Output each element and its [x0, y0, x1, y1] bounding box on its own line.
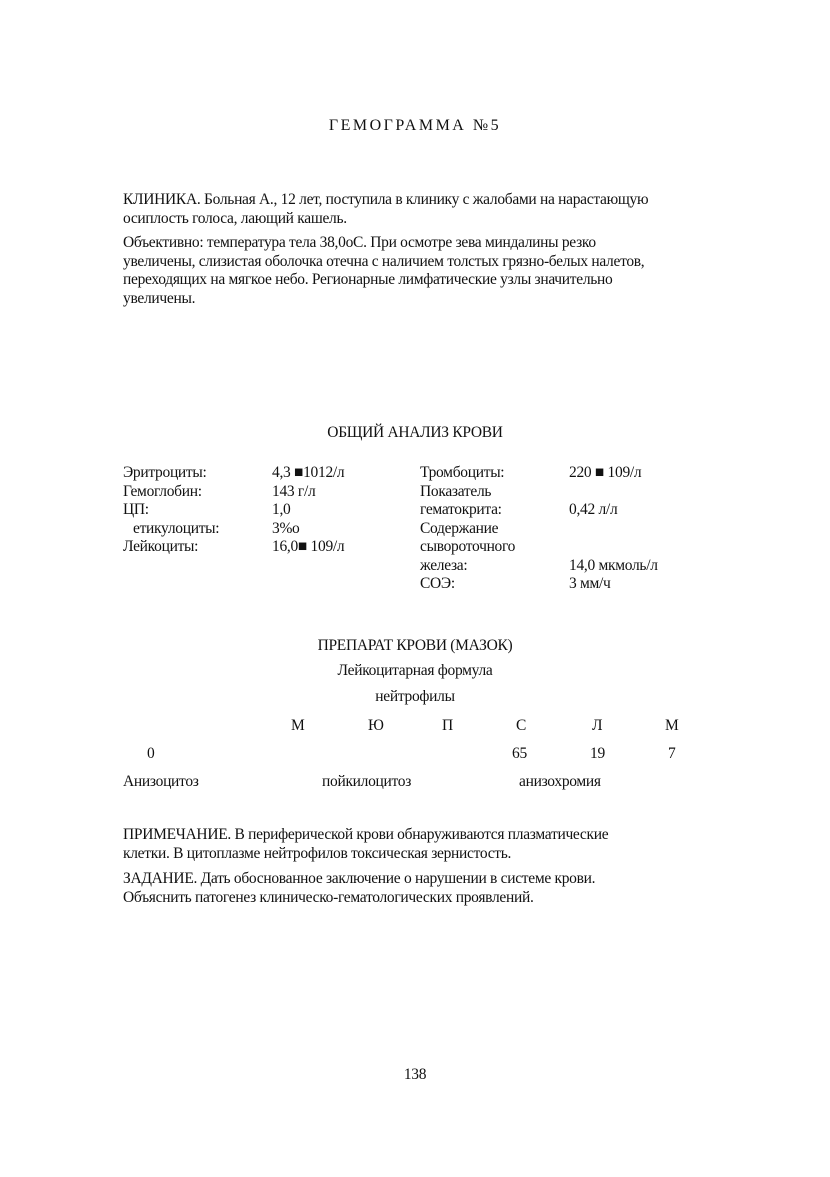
right-values-column	[569, 464, 658, 594]
value-erythrocytes: 4,3 ■1012/л	[272, 464, 345, 481]
value-leukocytes: 16,0■ 109/л	[272, 538, 345, 555]
morph-anisochromia: анизохромия	[519, 773, 601, 790]
value-blank-2	[569, 520, 658, 539]
value-platelets: 220 ■ 109/л	[569, 464, 642, 481]
page-number: 138	[403, 1066, 427, 1083]
value-iron: 14,0 мкмоль/л	[569, 556, 658, 574]
note-line-2: клетки. В цитоплазме нейтрофилов токсическая зернистость.	[123, 844, 512, 862]
task-line-1: ЗАДАНИЕ. Дать обоснованное заключение о нарушении в системе крови.	[123, 870, 596, 887]
header-juvenile: Ю	[368, 717, 384, 734]
value-first-column: 0	[147, 745, 155, 762]
label-iron-1: Содержание	[420, 519, 499, 537]
value-blank-1	[569, 483, 658, 502]
value-monocytes: 7	[668, 745, 676, 762]
page-title: ГЕМОГРАММА №5	[328, 117, 502, 134]
morph-anisocytosis: Анизоцитоз	[123, 773, 199, 790]
value-color-index: 1,0	[272, 501, 291, 518]
clinic-line-1: КЛИНИКА. Больная А., 12 лет, поступила в клинику с жалобами на нарастающую	[123, 191, 649, 208]
value-reticulocytes: 3%о	[272, 519, 300, 537]
value-blank-3	[569, 538, 658, 557]
objective-line-2: увеличены, слизистая оболочка отечна с наличием толстых грязно-белых налетов,	[123, 252, 645, 270]
label-iron-2: сывороточного	[420, 538, 516, 555]
label-iron-3: железа:	[420, 556, 468, 574]
objective-line-4: увеличены.	[123, 289, 196, 307]
label-color-index: ЦП:	[123, 501, 149, 518]
objective-line-1: Объективно: температура тела 38,0оС. При осмотре зева миндалины резко	[123, 234, 596, 251]
label-hematocrit-1: Показатель	[420, 482, 492, 500]
value-hemoglobin: 143 г/л	[272, 482, 316, 500]
label-platelets: Тромбоциты:	[420, 464, 505, 481]
objective-paragraph	[123, 234, 703, 308]
header-band: П	[442, 717, 453, 734]
header-monocytes: М	[665, 717, 679, 734]
label-leukocytes: Лейкоциты:	[123, 538, 199, 555]
left-labels-column	[123, 464, 219, 557]
label-hemoglobin: Гемоглобин:	[123, 482, 202, 500]
note-paragraph	[123, 826, 703, 863]
leukocyte-formula-heading: Лейкоцитарная формула	[337, 662, 493, 679]
header-segmented: С	[516, 717, 527, 734]
clinic-line-2: осиплость голоса, лающий кашель.	[123, 209, 347, 227]
smear-heading: ПРЕПАРАТ КРОВИ (МАЗОК)	[317, 637, 513, 654]
label-erythrocytes: Эритроциты:	[123, 464, 207, 481]
header-metamyelocytes: М	[291, 717, 305, 734]
left-values-column	[272, 464, 344, 557]
morph-poikilocytosis: пойкилоцитоз	[322, 773, 412, 790]
neutrophils-heading: нейтрофилы	[375, 688, 455, 705]
task-line-2: Объяснить патогенез клиническо-гематологических проявлений.	[123, 888, 534, 906]
header-lymphocytes: Л	[592, 717, 603, 734]
value-hematocrit: 0,42 л/л	[569, 501, 618, 518]
value-esr: 3 мм/ч	[569, 575, 611, 592]
task-paragraph	[123, 870, 703, 907]
blood-analysis-heading: ОБЩИЙ АНАЛИЗ КРОВИ	[327, 424, 503, 441]
right-labels-column	[420, 464, 515, 594]
value-lymphocytes: 19	[590, 745, 605, 762]
note-line-1: ПРИМЕЧАНИЕ. В периферической крови обнаруживаются плазматические	[123, 826, 609, 843]
label-hematocrit-2: гематокрита:	[420, 501, 502, 518]
objective-line-3: переходящих на мягкое небо. Регионарные лимфатические узлы значительно	[123, 271, 613, 289]
label-reticulocytes: етикулоциты:	[133, 519, 220, 537]
label-esr: СОЭ:	[420, 575, 455, 592]
clinic-paragraph	[123, 191, 703, 228]
value-segmented: 65	[512, 745, 527, 762]
